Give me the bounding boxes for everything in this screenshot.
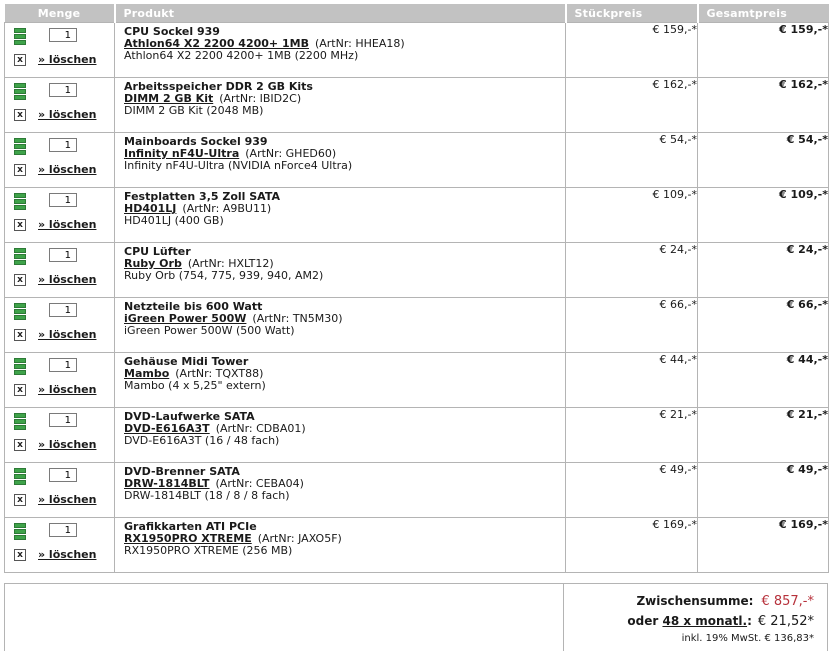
menge-controls <box>5 353 114 407</box>
unit-price: € 21,-* <box>566 408 698 463</box>
total-price: € 169,-* <box>698 518 829 573</box>
product-description: DRW-1814BLT (18 / 8 / 8 fach) <box>124 489 290 502</box>
delete-checkbox-icon[interactable]: x <box>14 494 26 506</box>
cart-body <box>5 23 829 573</box>
quantity-stepper-icon[interactable] <box>14 303 26 321</box>
menge-cell <box>5 463 115 518</box>
delete-link[interactable]: » löschen <box>38 328 97 341</box>
menge-controls <box>5 408 114 462</box>
header-menge: Menge <box>5 4 115 23</box>
product-category: Grafikkarten ATI PCIe <box>124 520 257 533</box>
quantity-input[interactable] <box>49 358 77 372</box>
totals-spacer <box>4 583 563 651</box>
delete-checkbox-icon[interactable]: x <box>14 439 26 451</box>
unit-price: € 109,-* <box>566 188 698 243</box>
product-description: Athlon64 X2 2200 4200+ 1MB (2200 MHz) <box>124 49 359 62</box>
table-row <box>5 518 829 573</box>
total-price: € 21,-* <box>698 408 829 463</box>
quantity-input[interactable] <box>49 303 77 317</box>
vat-note: inkl. 19% MwSt. € 136,83* <box>681 633 814 644</box>
unit-price: € 54,-* <box>566 133 698 188</box>
quantity-input[interactable] <box>49 468 77 482</box>
product-description: iGreen Power 500W (500 Watt) <box>124 324 295 337</box>
menge-cell <box>5 353 115 408</box>
product-artnr: (ArtNr: CDBA01) <box>215 422 306 435</box>
totals-box <box>563 583 828 651</box>
product-link[interactable]: DRW-1814BLT <box>124 477 210 490</box>
menge-cell <box>5 78 115 133</box>
menge-controls <box>5 298 114 352</box>
delete-checkbox-icon[interactable]: x <box>14 109 26 121</box>
product-link[interactable]: Infinity nF4U-Ultra <box>124 147 240 160</box>
header-gesamtpreis: Gesamtpreis <box>698 4 829 23</box>
menge-controls <box>5 133 114 187</box>
product-artnr: (ArtNr: A9BU11) <box>182 202 272 215</box>
product-artnr: (ArtNr: HHEA18) <box>314 37 405 50</box>
delete-checkbox-icon[interactable]: x <box>14 219 26 231</box>
quantity-input[interactable] <box>49 413 77 427</box>
product-category: CPU Lüfter <box>124 245 191 258</box>
product-link[interactable]: DVD-E616A3T <box>124 422 210 435</box>
product-description: RX1950PRO XTREME (256 MB) <box>124 544 293 557</box>
total-price: € 66,-* <box>698 298 829 353</box>
product-description: DVD-E616A3T (16 / 48 fach) <box>124 434 280 447</box>
menge-controls <box>5 78 114 132</box>
product-category: Festplatten 3,5 Zoll SATA <box>124 190 281 203</box>
delete-link[interactable]: » löschen <box>38 273 97 286</box>
table-row <box>5 243 829 298</box>
product-category: Arbeitsspeicher DDR 2 GB Kits <box>124 80 313 93</box>
product-artnr: (ArtNr: HXLT12) <box>187 257 274 270</box>
installment-line <box>627 614 814 629</box>
total-price: € 44,-* <box>698 353 829 408</box>
table-row <box>5 133 829 188</box>
delete-link[interactable]: » löschen <box>38 53 97 66</box>
product-link[interactable]: iGreen Power 500W <box>124 312 247 325</box>
table-row <box>5 463 829 518</box>
product-link[interactable]: DIMM 2 GB Kit <box>124 92 214 105</box>
delete-checkbox-icon[interactable]: x <box>14 54 26 66</box>
quantity-input[interactable] <box>49 193 77 207</box>
quantity-stepper-icon[interactable] <box>14 28 26 46</box>
product-cell <box>115 463 566 518</box>
header-produkt: Produkt <box>115 4 566 23</box>
delete-link[interactable]: » löschen <box>38 163 97 176</box>
quantity-input[interactable] <box>49 83 77 97</box>
product-artnr: (ArtNr: TQXT88) <box>175 367 264 380</box>
quantity-stepper-icon[interactable] <box>14 358 26 376</box>
quantity-stepper-icon[interactable] <box>14 248 26 266</box>
delete-checkbox-icon[interactable]: x <box>14 384 26 396</box>
subtotal-line <box>636 594 814 609</box>
product-category: Gehäuse Midi Tower <box>124 355 249 368</box>
unit-price: € 44,-* <box>566 353 698 408</box>
product-artnr: (ArtNr: IBID2C) <box>219 92 302 105</box>
total-price: € 162,-* <box>698 78 829 133</box>
product-description: DIMM 2 GB Kit (2048 MB) <box>124 104 264 117</box>
product-description: Infinity nF4U-Ultra (NVIDIA nForce4 Ultra) <box>124 159 353 172</box>
installment-link[interactable]: 48 x monatl. <box>662 614 748 628</box>
quantity-input[interactable] <box>49 248 77 262</box>
unit-price: € 169,-* <box>566 518 698 573</box>
total-price: € 159,-* <box>698 23 829 78</box>
menge-cell <box>5 243 115 298</box>
quantity-stepper-icon[interactable] <box>14 468 26 486</box>
menge-cell <box>5 408 115 463</box>
table-row <box>5 298 829 353</box>
delete-checkbox-icon[interactable]: x <box>14 549 26 561</box>
menge-controls <box>5 463 114 517</box>
product-link[interactable]: Mambo <box>124 367 170 380</box>
delete-link[interactable]: » löschen <box>38 383 97 396</box>
unit-price: € 66,-* <box>566 298 698 353</box>
delete-link[interactable]: » löschen <box>38 108 97 121</box>
menge-controls <box>5 188 114 242</box>
unit-price: € 162,-* <box>566 78 698 133</box>
product-description: Mambo (4 x 5,25" extern) <box>124 379 266 392</box>
subtotal-label: Zwischensumme: <box>636 594 754 608</box>
quantity-stepper-icon[interactable] <box>14 523 26 541</box>
table-row <box>5 353 829 408</box>
product-category: Mainboards Sockel 939 <box>124 135 268 148</box>
menge-cell <box>5 133 115 188</box>
menge-controls <box>5 23 114 77</box>
delete-checkbox-icon[interactable]: x <box>14 164 26 176</box>
delete-link[interactable]: » löschen <box>38 493 97 506</box>
quantity-stepper-icon[interactable] <box>14 193 26 211</box>
quantity-input[interactable] <box>49 138 77 152</box>
table-row <box>5 408 829 463</box>
total-price: € 24,-* <box>698 243 829 298</box>
header-stueckpreis: Stückpreis <box>566 4 698 23</box>
product-cell <box>115 78 566 133</box>
product-artnr: (ArtNr: CEBA04) <box>215 477 304 490</box>
product-cell <box>115 243 566 298</box>
product-artnr: (ArtNr: TN5M30) <box>252 312 343 325</box>
total-price: € 109,-* <box>698 188 829 243</box>
product-cell <box>115 298 566 353</box>
product-cell <box>115 518 566 573</box>
product-artnr: (ArtNr: GHED60) <box>245 147 337 160</box>
product-category: Netzteile bis 600 Watt <box>124 300 263 313</box>
product-description: Ruby Orb (754, 775, 939, 940, AM2) <box>124 269 324 282</box>
quantity-stepper-icon[interactable] <box>14 83 26 101</box>
delete-link[interactable]: » löschen <box>38 548 97 561</box>
cart-table <box>4 4 829 573</box>
menge-cell <box>5 188 115 243</box>
delete-link[interactable]: » löschen <box>38 218 97 231</box>
total-price: € 54,-* <box>698 133 829 188</box>
unit-price: € 159,-* <box>566 23 698 78</box>
product-link[interactable]: Ruby Orb <box>124 257 182 270</box>
product-cell <box>115 188 566 243</box>
installment-value: € 21,52* <box>757 614 814 629</box>
unit-price: € 49,-* <box>566 463 698 518</box>
delete-checkbox-icon[interactable]: x <box>14 274 26 286</box>
subtotal-value: € 857,-* <box>761 594 814 609</box>
table-row <box>5 78 829 133</box>
menge-cell <box>5 518 115 573</box>
product-link[interactable]: Athlon64 X2 2200 4200+ 1MB <box>124 37 309 50</box>
product-cell <box>115 408 566 463</box>
menge-cell <box>5 23 115 78</box>
total-price: € 49,-* <box>698 463 829 518</box>
installment-colon: : <box>747 614 752 628</box>
table-header-row <box>5 4 829 23</box>
table-row <box>5 188 829 243</box>
menge-cell <box>5 298 115 353</box>
product-category: CPU Sockel 939 <box>124 25 220 38</box>
unit-price: € 24,-* <box>566 243 698 298</box>
quantity-stepper-icon[interactable] <box>14 138 26 156</box>
product-link[interactable]: RX1950PRO XTREME <box>124 532 252 545</box>
menge-controls <box>5 518 114 572</box>
product-cell <box>115 133 566 188</box>
installment-prefix: oder <box>627 614 659 628</box>
product-cell <box>115 23 566 78</box>
table-row <box>5 23 829 78</box>
delete-link[interactable]: » löschen <box>38 438 97 451</box>
delete-checkbox-icon[interactable]: x <box>14 329 26 341</box>
menge-controls <box>5 243 114 297</box>
product-description: HD401LJ (400 GB) <box>124 214 224 227</box>
quantity-input[interactable] <box>49 523 77 537</box>
quantity-input[interactable] <box>49 28 77 42</box>
product-category: DVD-Laufwerke SATA <box>124 410 255 423</box>
product-link[interactable]: HD401LJ <box>124 202 177 215</box>
quantity-stepper-icon[interactable] <box>14 413 26 431</box>
product-artnr: (ArtNr: JAXO5F) <box>257 532 342 545</box>
product-category: DVD-Brenner SATA <box>124 465 240 478</box>
product-cell <box>115 353 566 408</box>
